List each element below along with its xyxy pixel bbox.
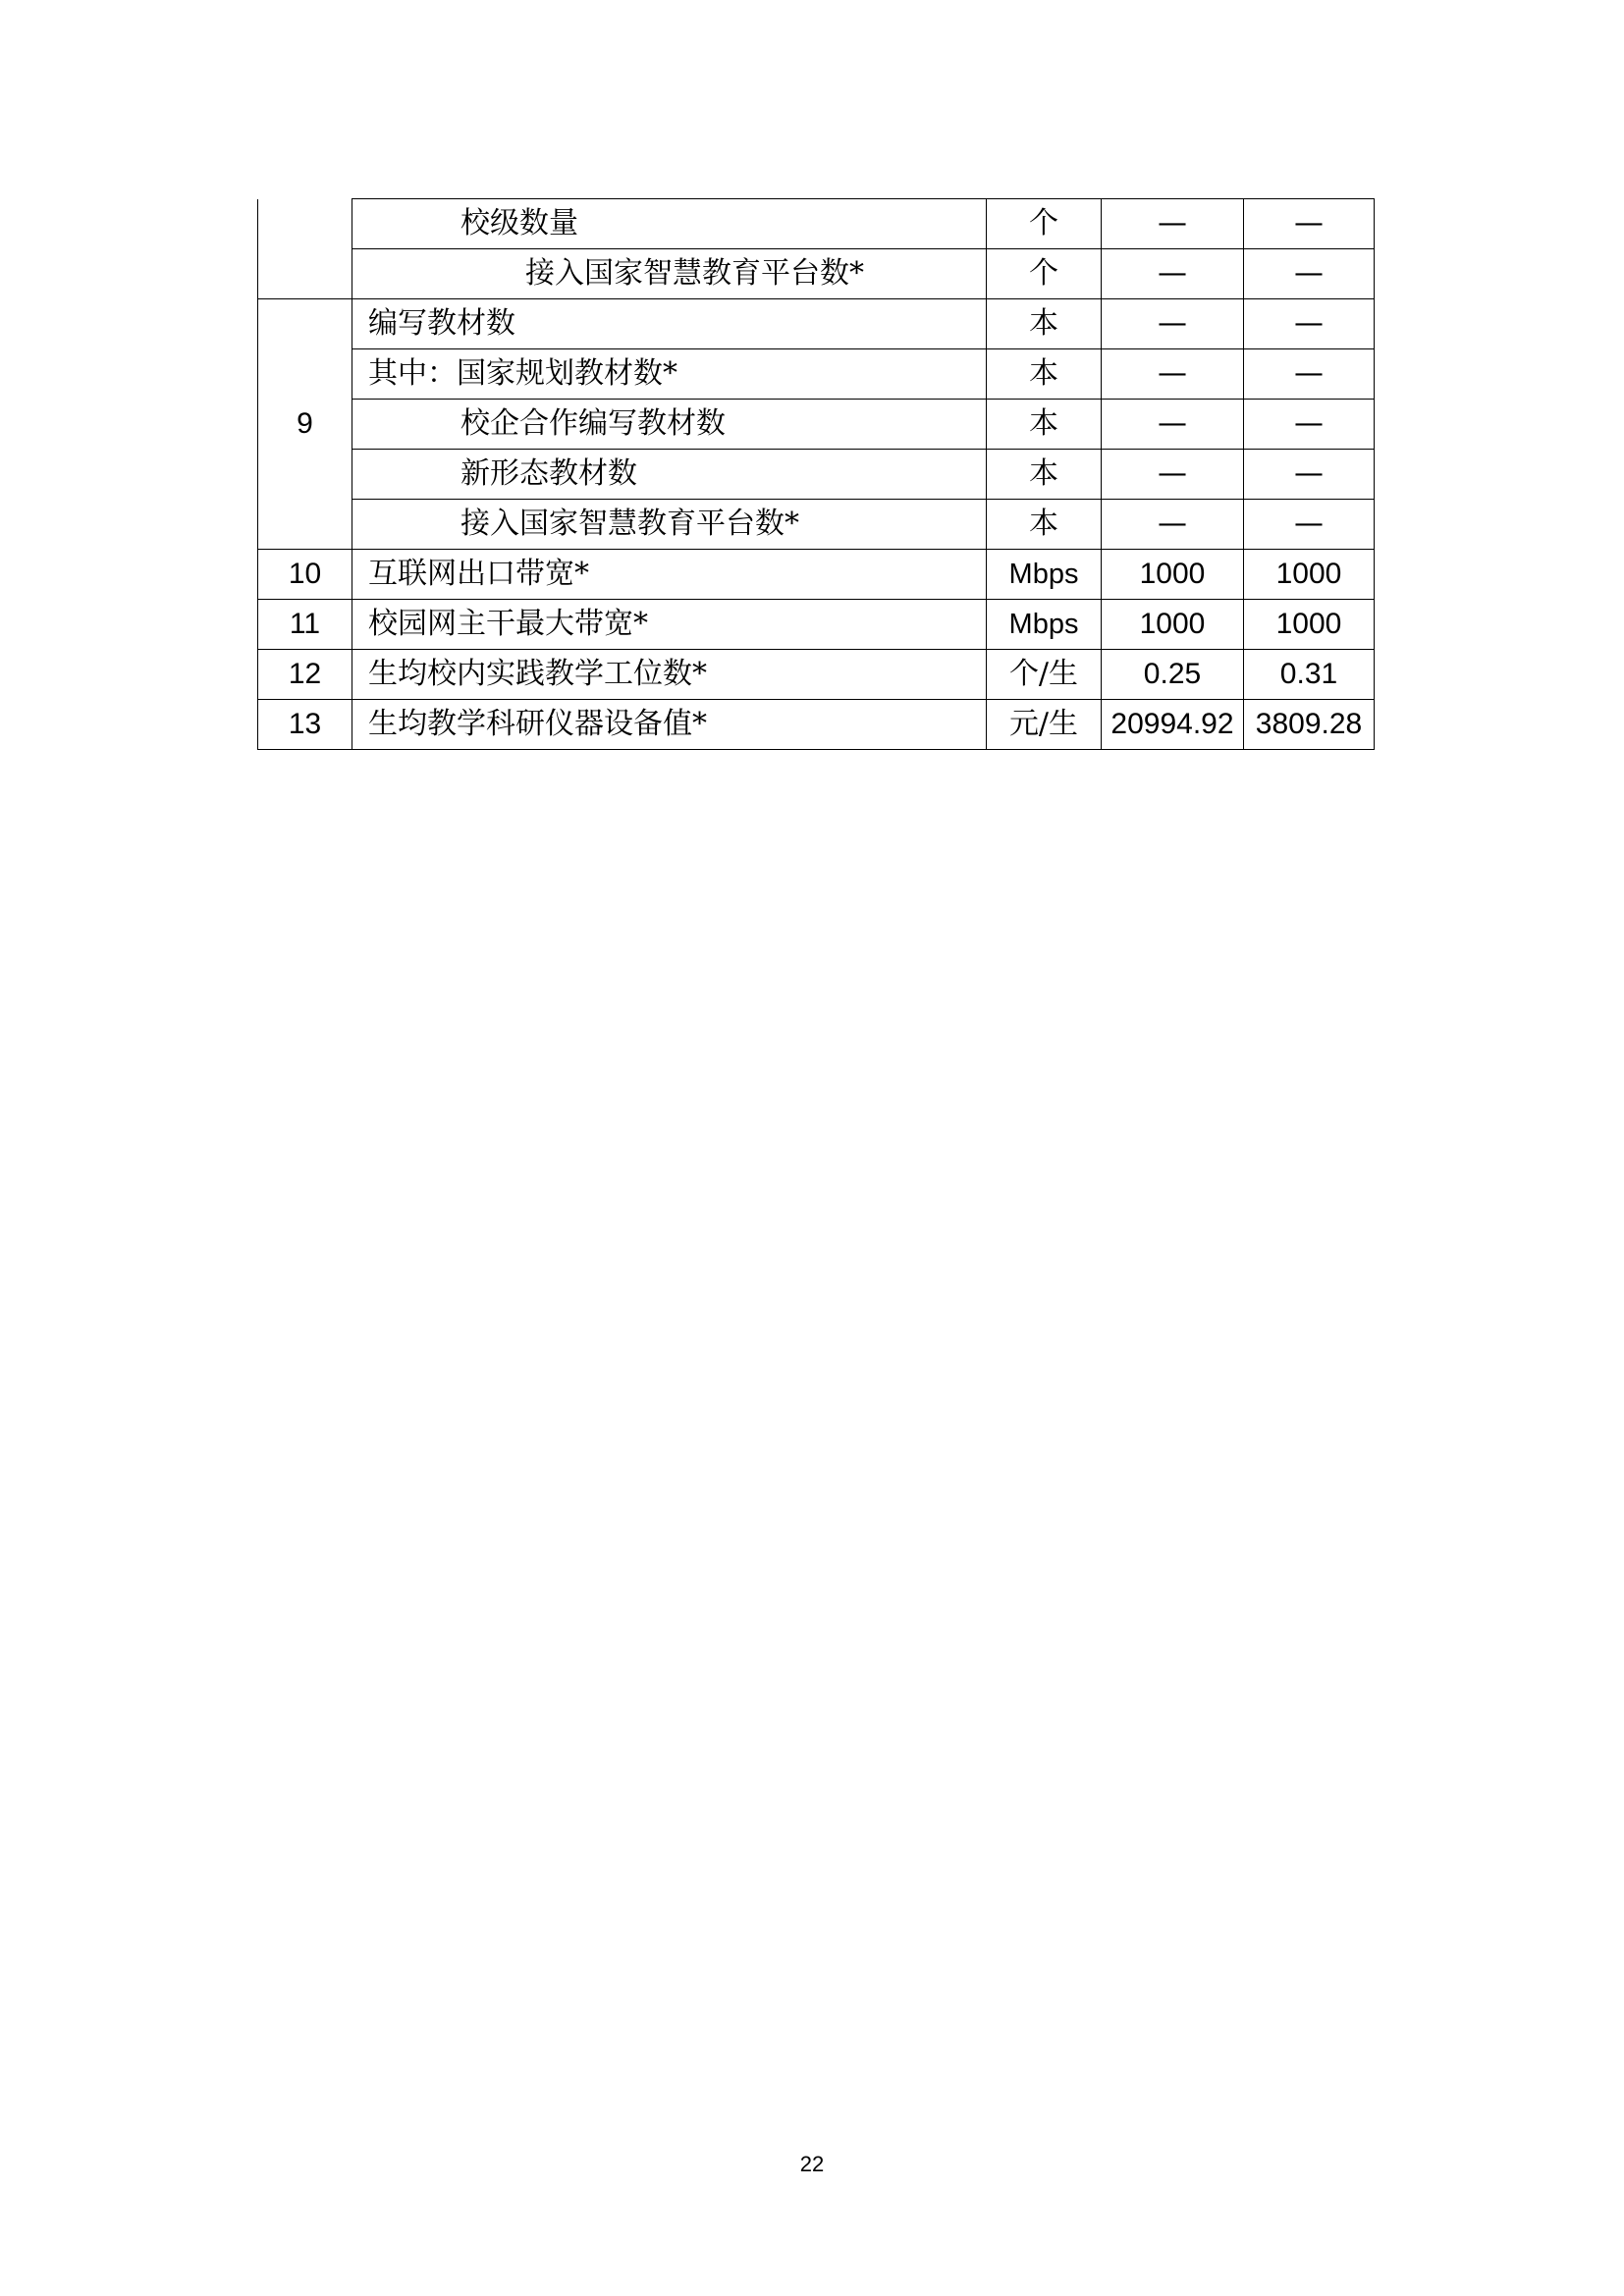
table-row — [258, 199, 1375, 249]
item-cell: 校级数量 — [352, 199, 987, 249]
table-row — [258, 349, 1375, 400]
value-cell-2: — — [1244, 199, 1375, 249]
row-number-cell: 9 — [258, 299, 352, 550]
value-cell-2: 1000 — [1244, 600, 1375, 650]
item-cell: 编写教材数 — [352, 299, 987, 349]
table-row — [258, 700, 1375, 750]
unit-cell: 本 — [987, 349, 1102, 400]
value-cell-1: 20994.92 — [1102, 700, 1244, 750]
table-row — [258, 299, 1375, 349]
value-cell-2: — — [1244, 249, 1375, 299]
value-cell-2: — — [1244, 500, 1375, 550]
value-cell-2: 3809.28 — [1244, 700, 1375, 750]
row-number-cell — [258, 199, 352, 299]
unit-cell: 个 — [987, 199, 1102, 249]
unit-cell: Mbps — [987, 600, 1102, 650]
value-cell-1: 1000 — [1102, 600, 1244, 650]
item-cell: 接入国家智慧教育平台数* — [352, 500, 987, 550]
unit-cell: 本 — [987, 299, 1102, 349]
unit-cell: 本 — [987, 450, 1102, 500]
value-cell-1: — — [1102, 249, 1244, 299]
value-cell-2: 0.31 — [1244, 650, 1375, 700]
item-cell: 互联网出口带宽* — [352, 550, 987, 600]
unit-cell: 元/生 — [987, 700, 1102, 750]
item-cell: 新形态教材数 — [352, 450, 987, 500]
value-cell-2: — — [1244, 400, 1375, 450]
table-row — [258, 500, 1375, 550]
value-cell-1: — — [1102, 299, 1244, 349]
table-row — [258, 400, 1375, 450]
item-cell: 生均教学科研仪器设备值* — [352, 700, 987, 750]
row-number-cell: 10 — [258, 550, 352, 600]
value-cell-1: — — [1102, 500, 1244, 550]
value-cell-2: — — [1244, 299, 1375, 349]
value-cell-2: — — [1244, 450, 1375, 500]
unit-cell: 个 — [987, 249, 1102, 299]
value-cell-1: — — [1102, 450, 1244, 500]
table-row — [258, 450, 1375, 500]
value-cell-1: 1000 — [1102, 550, 1244, 600]
value-cell-1: — — [1102, 400, 1244, 450]
page-number: 22 — [799, 2152, 825, 2176]
value-cell-1: — — [1102, 199, 1244, 249]
row-number-cell: 13 — [258, 700, 352, 750]
table-row — [258, 600, 1375, 650]
table-row — [258, 550, 1375, 600]
unit-cell: Mbps — [987, 550, 1102, 600]
table-row — [258, 650, 1375, 700]
value-cell-1: 0.25 — [1102, 650, 1244, 700]
row-number-cell: 11 — [258, 600, 352, 650]
table-row — [258, 249, 1375, 299]
item-cell: 校园网主干最大带宽* — [352, 600, 987, 650]
unit-cell: 本 — [987, 500, 1102, 550]
item-cell: 校企合作编写教材数 — [352, 400, 987, 450]
unit-cell: 本 — [987, 400, 1102, 450]
item-cell: 生均校内实践教学工位数* — [352, 650, 987, 700]
item-cell: 接入国家智慧教育平台数* — [352, 249, 987, 299]
row-number-cell: 12 — [258, 650, 352, 700]
value-cell-2: 1000 — [1244, 550, 1375, 600]
unit-cell: 个/生 — [987, 650, 1102, 700]
data-table — [257, 198, 1375, 750]
value-cell-1: — — [1102, 349, 1244, 400]
value-cell-2: — — [1244, 349, 1375, 400]
item-cell: 其中：国家规划教材数* — [352, 349, 987, 400]
